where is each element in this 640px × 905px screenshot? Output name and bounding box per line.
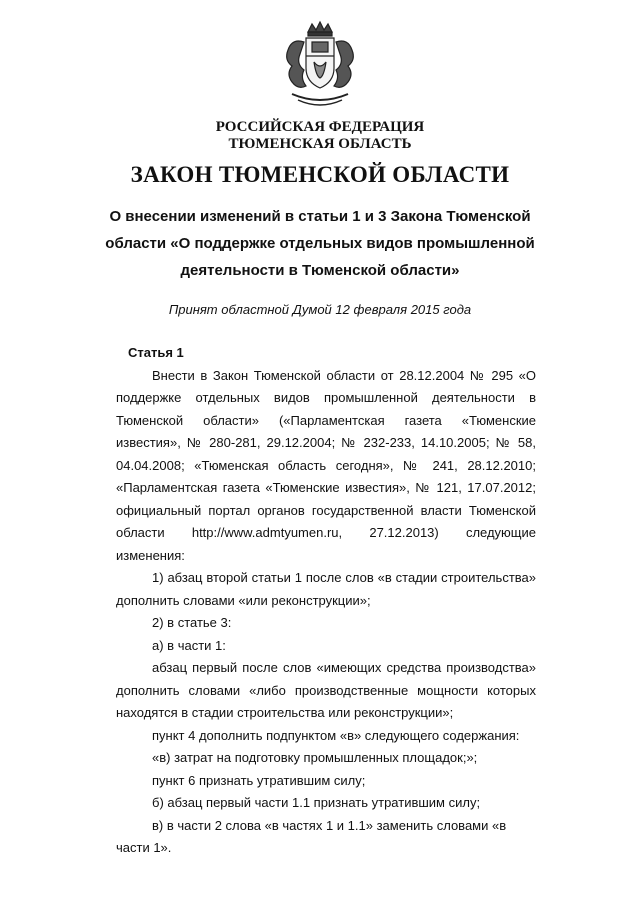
article-intro: Внести в Закон Тюменской области от 28.12.2004 № 295 «О поддержке отдельных видов промышленной деятельности в Тюменской области» («Парламентская газета «Тюменские известия», № 280-281, 29.12.2004; № 232-233, 14.10.2005; № 58, 04.04.2008; «Тюменская область сегодня», № 241, 28.12.2010; «Парламентская газета «Тюменские известия», № 121, 17.07.2012; официальный портал органов государственной власти Тюменской области http://www.admtyumen.ru, 27.12.2013) следующие изменения: [116,367,536,563]
article-heading: Статья 1 [128,345,184,360]
region-heading: ТЮМЕНСКАЯ ОБЛАСТЬ [228,136,412,152]
list-item: абзац первый после слов «имеющих средства производства» дополнить словами «либо производственные мощности которых находятся в стадии строительства или реконструкции»; [116,660,536,720]
document-type-heading: ЗАКОН ТЮМЕНСКОЙ ОБЛАСТИ [130,162,510,187]
adoption-note: Принят областной Думой 12 февраля 2015 года [168,302,472,317]
list-item: а) в части 1: [152,637,226,653]
tyumen-coat-of-arms-icon [278,20,362,112]
list-item: пункт 6 признать утратившим силу; [152,772,366,788]
list-item: в) в части 2 слова «в частях 1 и 1.1» заменить словами «в части 1». [116,817,507,855]
list-item: б) абзац первый части 1.1 признать утратившим силу; [152,795,481,810]
federation-heading: РОССИЙСКАЯ ФЕДЕРАЦИЯ [215,119,425,135]
law-body [116,342,536,860]
list-item: пункт 4 дополнить подпунктом «в» следующего содержания: [152,727,520,743]
list-item: «в) затрат на подготовку промышленных площадок;»; [152,750,478,765]
law-title: О внесении изменений в статьи 1 и 3 Закона Тюменской области «О поддержке отдельных видов промышленной деятельности в Тюменской области» [105,208,535,279]
list-item: 2) в статье 3: [152,615,232,630]
list-item: 1) абзац второй статьи 1 после слов «в стадии строительства» дополнить словами «или реконструкции»; [116,570,536,608]
